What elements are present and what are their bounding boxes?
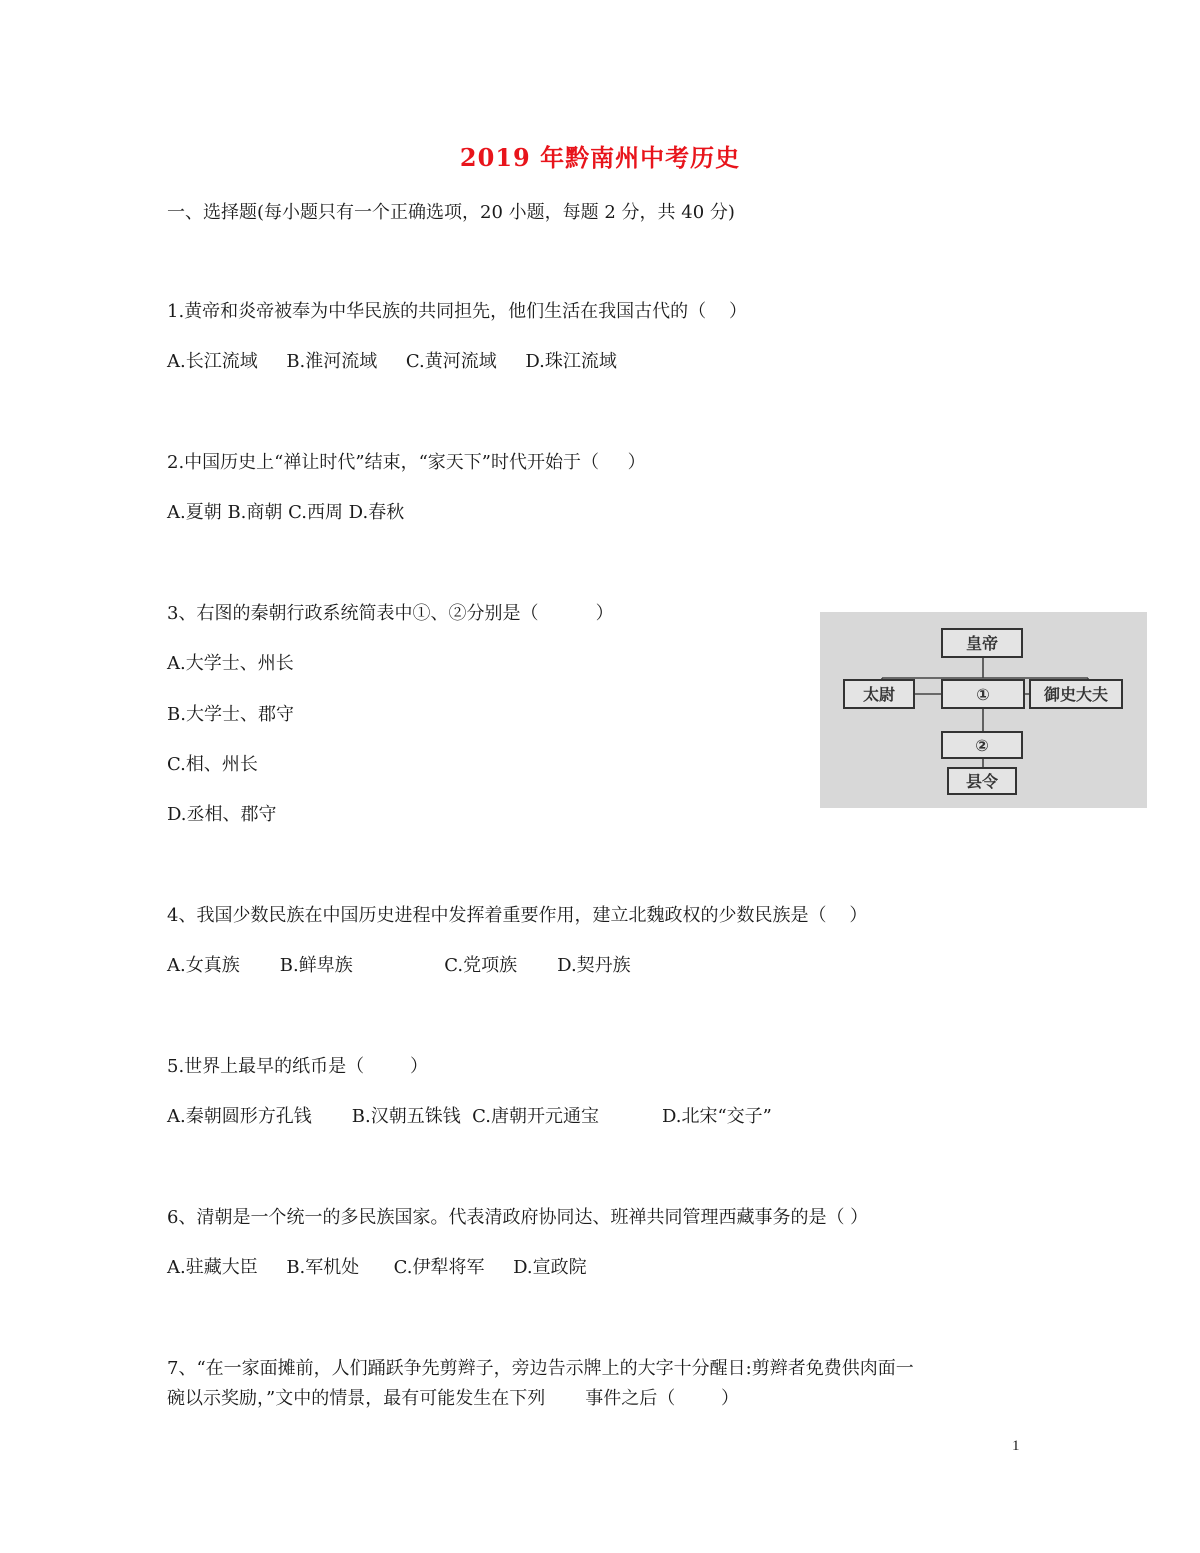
question-5-options: A.秦朝圆形方孔钱 B.汉朝五铢钱 C.唐朝开元通宝 D.北宋“交子” xyxy=(167,1106,772,1127)
question-3-option-b: B.大学士、郡守 xyxy=(167,704,294,725)
diagram-label-right: 御史大夫 xyxy=(1043,685,1109,704)
qin-admin-diagram xyxy=(820,612,1147,808)
question-4-options: A.女真族 B.鲜卑族 C.党项族 D.契丹族 xyxy=(167,955,631,976)
question-7-stem-line-2: 碗以示奖励，”文中的情景，最有可能发生在下列 事件之后（ ） xyxy=(167,1388,740,1409)
diagram-label-bottom: 县令 xyxy=(965,772,999,791)
section-header: 一、选择题(每小题只有一个正确选项，20 小题，每题 2 分，共 40 分) xyxy=(167,202,735,223)
page-title: 2019 年黔南州中考历史 xyxy=(459,143,741,172)
question-6-options: A.驻藏大臣 B.军机处 C.伊犁将军 D.宣政院 xyxy=(167,1257,587,1278)
question-2-options: A.夏朝 B.商朝 C.西周 D.春秋 xyxy=(167,502,405,523)
diagram-label-top: 皇帝 xyxy=(965,634,999,653)
question-3-stem: 3、右图的秦朝行政系统简表中①、②分别是（ ） xyxy=(167,603,614,624)
diagram-label-left: 太尉 xyxy=(862,685,896,704)
diagram-label-middle: ② xyxy=(975,736,989,755)
question-1-options: A.长江流域 B.淮河流域 C.黄河流域 D.珠江流域 xyxy=(167,351,617,372)
diagram-label-center: ① xyxy=(976,685,990,704)
question-7-stem-line-1: 7、“在一家面摊前，人们踊跃争先剪辫子，旁边告示牌上的大字十分醒日:剪辫者免费供肉面一 xyxy=(167,1358,914,1379)
question-4-stem: 4、我国少数民族在中国历史进程中发挥着重要作用，建立北魏政权的少数民族是（ ） xyxy=(167,905,868,926)
page-number: 1 xyxy=(1012,1438,1020,1454)
question-3-option-d: D.丞相、郡守 xyxy=(167,804,277,825)
question-3-option-a: A.大学士、州长 xyxy=(167,653,294,674)
question-6-stem: 6、清朝是一个统一的多民族国家。代表清政府协同达、班禅共同管理西藏事务的是（ ） xyxy=(167,1207,869,1228)
question-5-stem: 5.世界上最早的纸币是（ ） xyxy=(167,1056,428,1077)
question-2-stem: 2.中国历史上“禅让时代”结束，“家天下”时代开始于（ ） xyxy=(167,452,646,473)
question-1-stem: 1.黄帝和炎帝被奉为中华民族的共同担先，他们生活在我国古代的（ ） xyxy=(167,301,748,322)
question-3-option-c: C.相、州长 xyxy=(167,754,258,775)
